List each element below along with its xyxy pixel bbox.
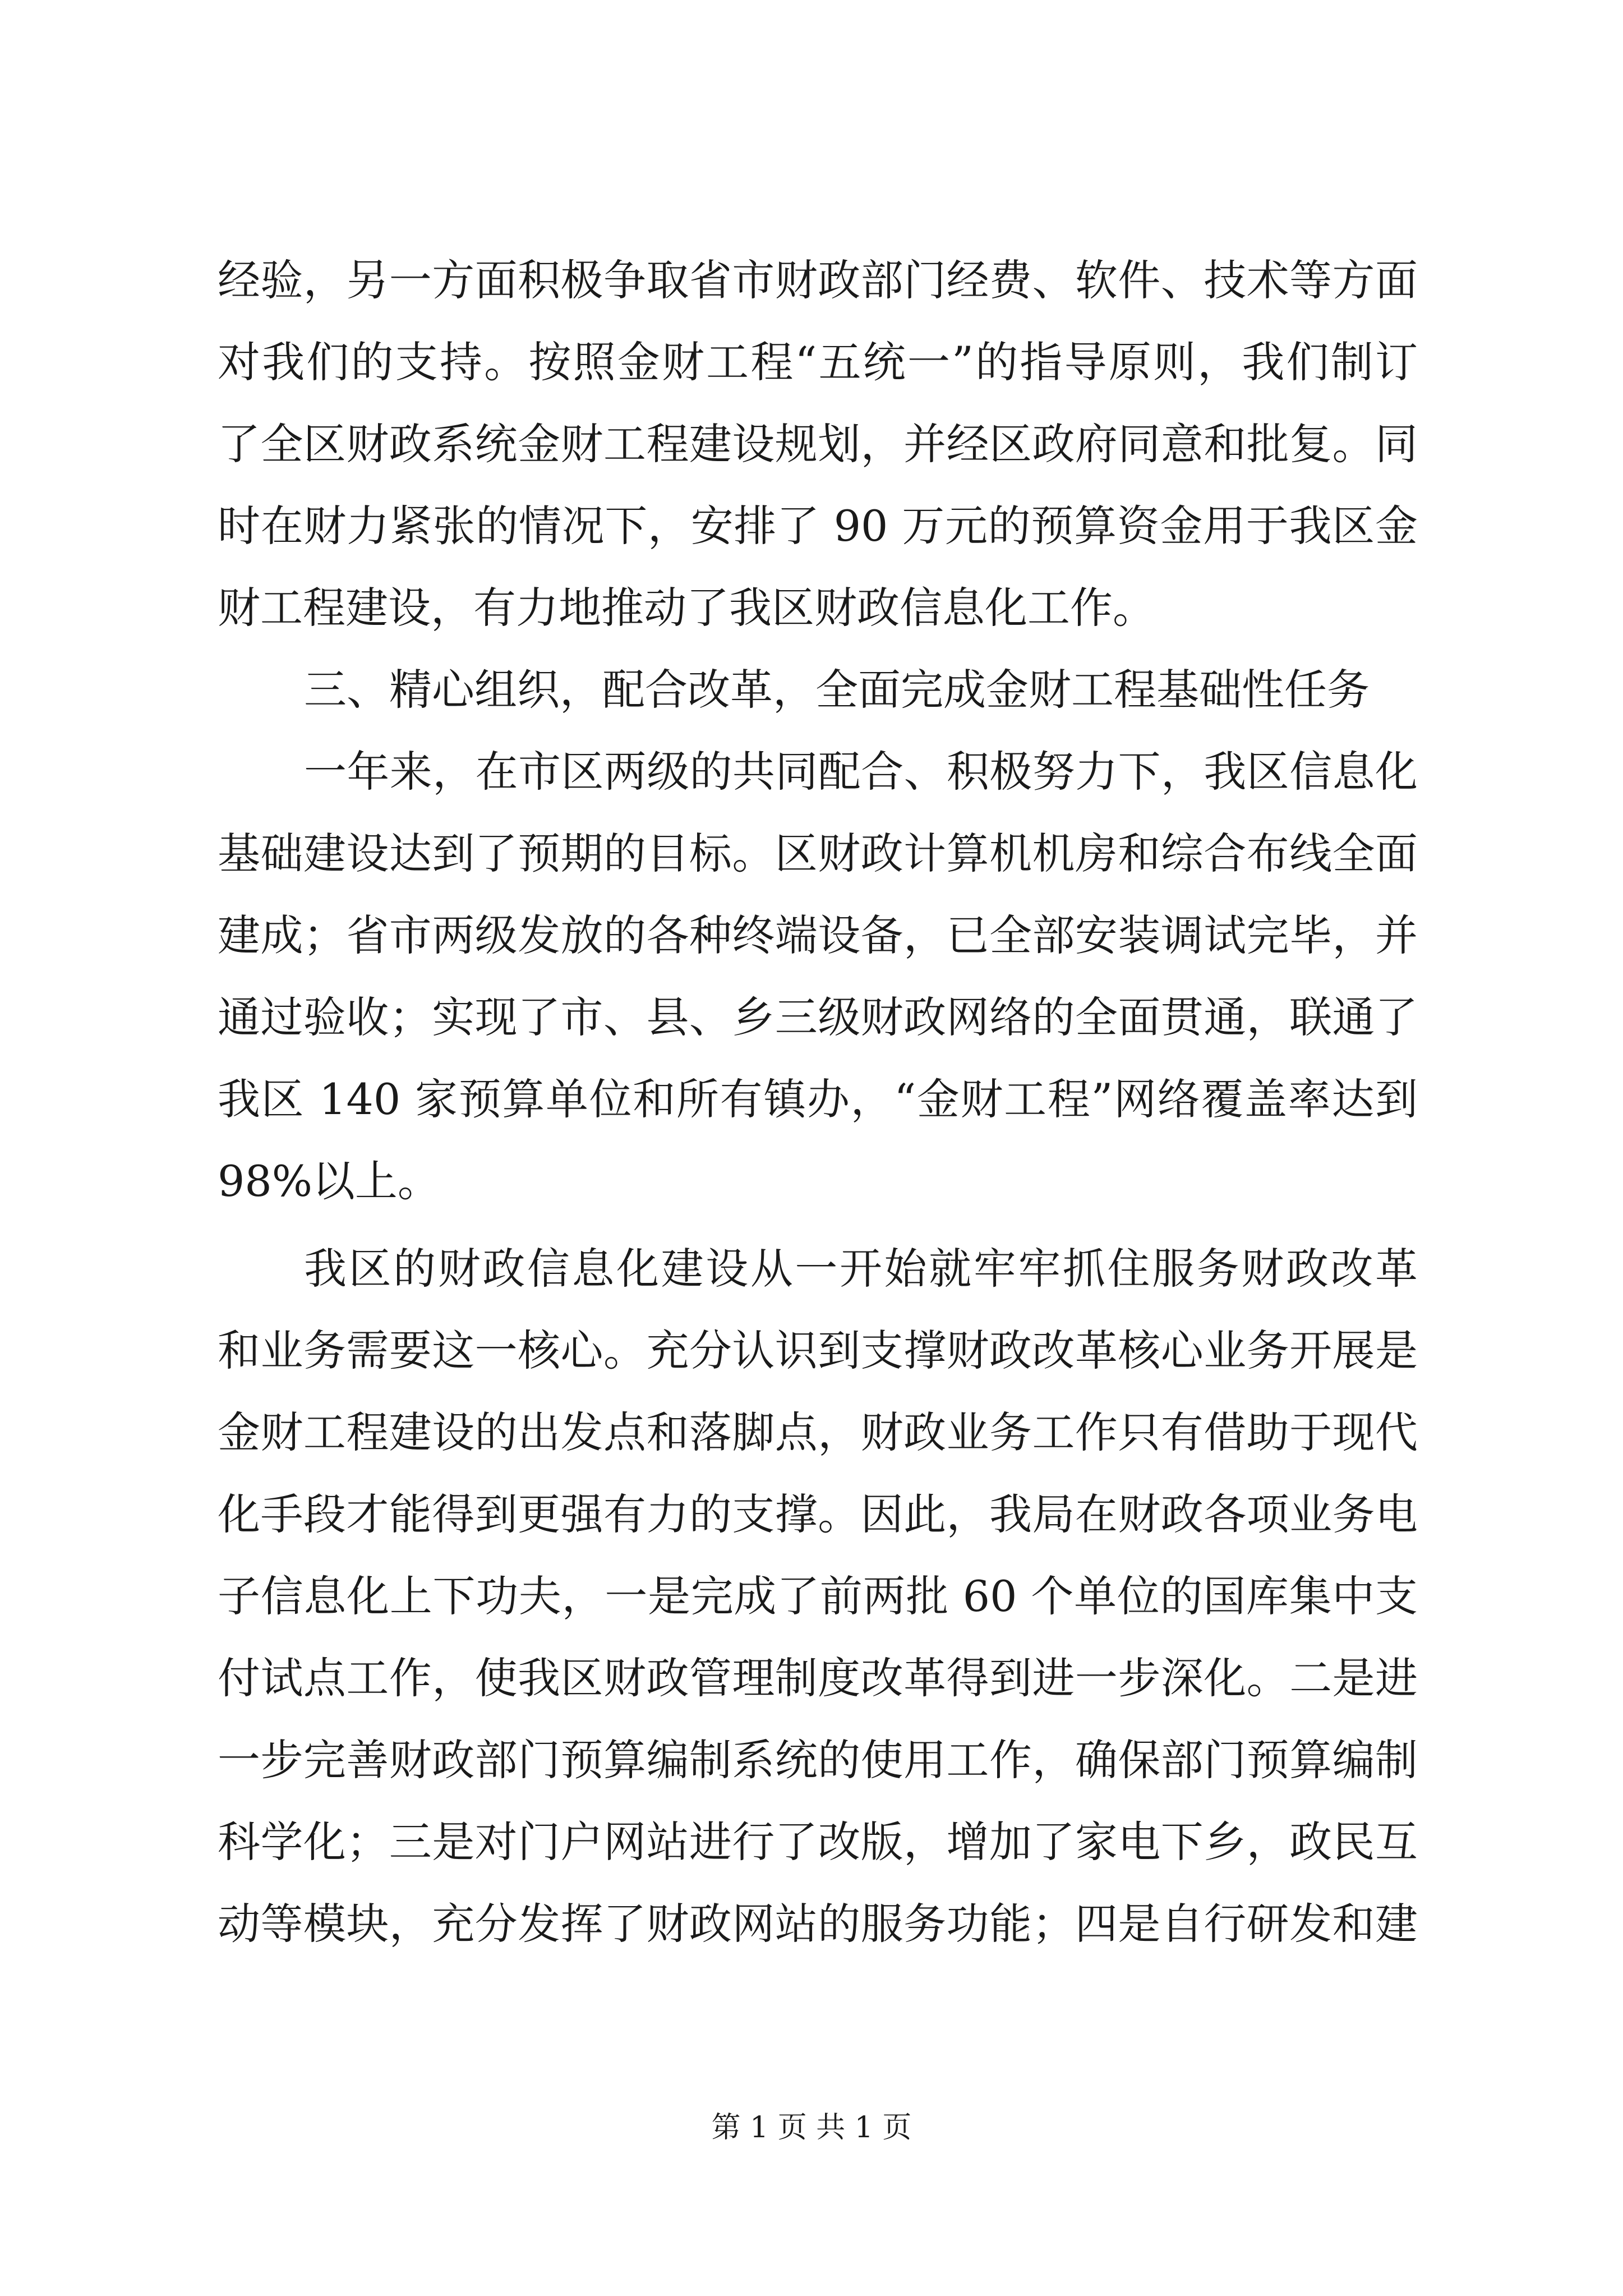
text-line: 经验，另一方面积极争取省市财政部门经费、软件、技术等方面 [218,255,1418,305]
text-line: 科学化；三是对门户网站进行了改版，增加了家电下乡，政民互 [218,1817,1418,1867]
text-line: 一年来，在市区两级的共同配合、积极努力下，我区信息化 [304,747,1418,797]
text-line: 对我们的支持。按照金财工程“五统一”的指导原则，我们制订 [218,337,1418,387]
page-number-footer: 第 1 页 共 1 页 [711,2111,912,2145]
text-line: 通过验收；实现了市、县、乡三级财政网络的全面贯通，联通了 [218,992,1418,1042]
text-line: 我区 140 家预算单位和所有镇办，“金财工程”网络覆盖率达到 [218,1074,1418,1124]
text-line: 基础建设达到了预期的目标。区财政计算机机房和综合布线全面 [218,829,1418,878]
section-heading: 三、精心组织，配合改革，全面完成金财工程基础性任务 [304,665,1370,715]
text-line: 了全区财政系统金财工程建设规划，并经区政府同意和批复。同 [218,419,1418,469]
text-line: 一步完善财政部门预算编制系统的使用工作，确保部门预算编制 [218,1735,1418,1785]
text-line: 付试点工作，使我区财政管理制度改革得到进一步深化。二是进 [218,1653,1418,1703]
text-line: 金财工程建设的出发点和落脚点，财政业务工作只有借助于现代 [218,1407,1418,1457]
text-line: 化手段才能得到更强有力的支撑。因此，我局在财政各项业务电 [218,1489,1418,1539]
text-line: 动等模块，充分发挥了财政网站的服务功能；四是自行研发和建 [218,1899,1418,1949]
text-line: 子信息化上下功夫，一是完成了前两批 60 个单位的国库集中支 [218,1571,1418,1621]
text-line: 和业务需要这一核心。充分认识到支撑财政改革核心业务开展是 [218,1326,1418,1375]
text-line: 我区的财政信息化建设从一开始就牢牢抓住服务财政改革 [304,1244,1418,1294]
text-line: 建成；省市两级发放的各种终端设备，已全部安装调试完毕，并 [218,910,1418,960]
text-line: 时在财力紧张的情况下，安排了 90 万元的预算资金用于我区金 [218,501,1418,551]
text-line: 98%以上。 [218,1156,440,1206]
text-line: 财工程建设，有力地推动了我区财政信息化工作。 [218,583,1155,633]
